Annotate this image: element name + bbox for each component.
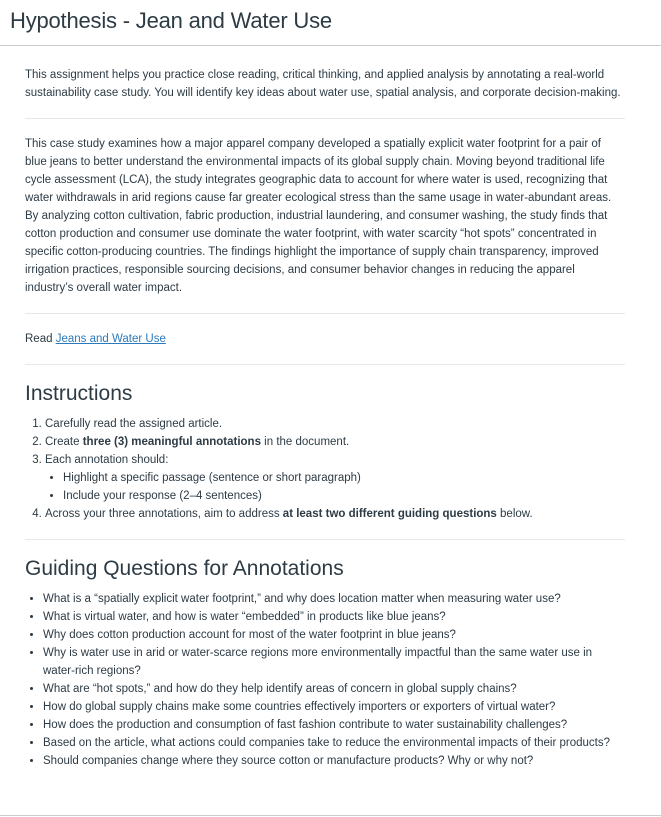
guiding-question: • Based on the article, what actions could companies take to reduce the environmental impacts of their products? xyxy=(43,734,625,752)
guiding-question: • Why is water use in arid or water-scarce regions more environmentally impactful than the same water use in water-rich regions? xyxy=(43,644,625,680)
requirement-response: • Include your response (2–4 sentences) xyxy=(63,487,625,505)
guiding-questions-heading: Guiding Questions for Annotations xyxy=(25,557,344,580)
read-line xyxy=(25,330,625,348)
bottom-divider xyxy=(0,815,661,816)
guiding-question: • What is virtual water, and how is water “embedded” in products like blue jeans? xyxy=(43,608,625,626)
guiding-question: • Why does cotton production account for most of the water footprint in blue jeans? xyxy=(43,626,625,644)
assignment-content xyxy=(25,66,625,770)
guiding-questions-list xyxy=(25,590,625,770)
instructions-heading: Instructions xyxy=(25,382,133,405)
section-divider xyxy=(25,313,625,314)
instruction-step-3: 3. Each annotation should: • Highlight a specific passage (sentence or short paragraph) • Include your response (2–4 sentences) xyxy=(45,451,625,505)
summary-paragraph: This case study examines how a major apparel company developed a spatially explicit water footprint for a pair of blue jeans to better understand the environmental impacts of its global supply chain. Moving beyond traditional life cycle assessment (LCA), the study integrates geographic data to account for where water is used, recognizing that water withdrawals in arid regions cause far greater ecological stress than the same usage in water-abundant areas. By analyzing cotton cultivation, fabric production, industrial laundering, and consumer washing, the study finds that cotton production and consumer use dominate the water footprint, with water scarcity “hot spots” concentrated in specific cotton-producing countries. The findings highlight the importance of supply chain transparency, improved irrigation practices, responsible sourcing decisions, and consumer behavior changes in reducing the apparel industry’s overall water impact. xyxy=(25,138,612,294)
guiding-question: • What is a “spatially explicit water footprint,” and why does location matter when measuring water use? xyxy=(43,590,625,608)
instruction-step-4: 4. Across your three annotations, aim to address at least two different guiding questions below. xyxy=(45,505,625,523)
page-title: Hypothesis - Jean and Water Use xyxy=(10,8,332,33)
guiding-question: • What are “hot spots,” and how do they help identify areas of concern in global supply chains? xyxy=(43,680,625,698)
section-divider xyxy=(25,364,625,365)
instruction-step-1: 1. Carefully read the assigned article. xyxy=(45,415,625,433)
guiding-question: • Should companies change where they source cotton or manufacture products? Why or why not? xyxy=(43,752,625,770)
annotation-requirements xyxy=(45,469,625,505)
instruction-step-2: 2. Create three (3) meaningful annotations in the document. xyxy=(45,433,625,451)
requirement-highlight: • Highlight a specific passage (sentence or short paragraph) xyxy=(63,469,625,487)
read-prefix: Read xyxy=(25,333,56,345)
article-link[interactable]: Jeans and Water Use xyxy=(55,333,166,345)
section-divider xyxy=(25,539,625,540)
guiding-question: • How does the production and consumption of fast fashion contribute to water sustainability challenges? xyxy=(43,716,625,734)
instructions-list xyxy=(25,415,625,523)
guiding-question: • How do global supply chains make some countries effectively importers or exporters of virtual water? xyxy=(43,698,625,716)
title-divider xyxy=(0,45,661,46)
section-divider xyxy=(25,118,625,119)
intro-paragraph: This assignment helps you practice close reading, critical thinking, and applied analysis by annotating a real-world sustainability case study. You will identify key ideas about water use, spatial analysis, and corporate decision-making. xyxy=(25,69,621,99)
